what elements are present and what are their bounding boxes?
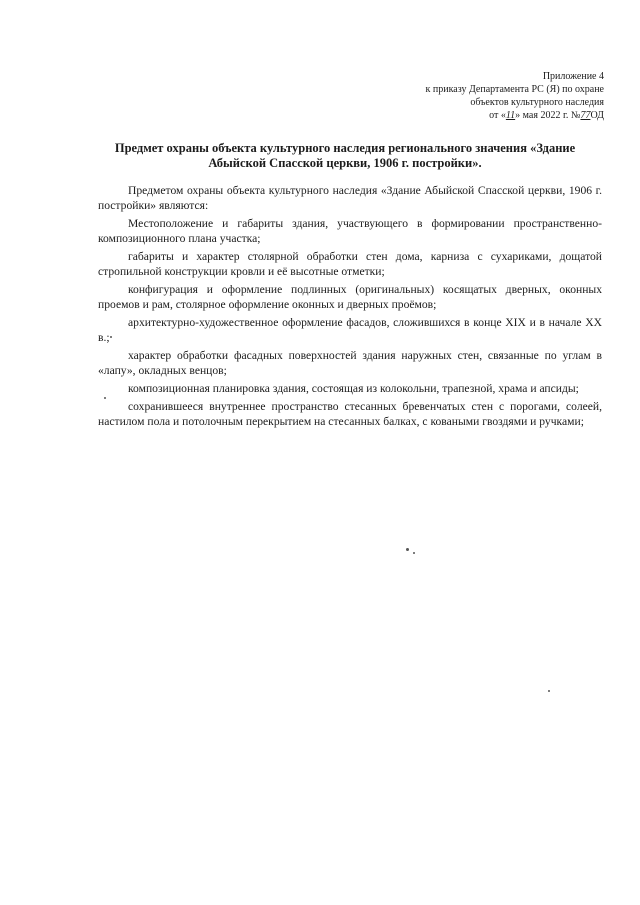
document-body	[98, 183, 602, 432]
document-title	[90, 141, 600, 171]
list-item: архитектурно-художественное оформление фасадов, сложившихся в конце XIX и в начале XX в.;	[98, 316, 602, 344]
title-line-1: Предмет охраны объекта культурного наследия регионального значения «Здание	[114, 141, 576, 155]
date-prefix: от «	[489, 110, 506, 121]
scan-speck	[104, 397, 106, 399]
scan-speck	[110, 336, 112, 338]
handwritten-day: 11	[505, 110, 516, 121]
appendix-number: Приложение 4	[542, 71, 604, 82]
date-suffix: ОД	[590, 110, 604, 121]
title-line-2: Абыйской Спасской церкви, 1906 г. постройки».	[208, 156, 482, 170]
list-item: габариты и характер столярной обработки стен дома, карниза с сухариками, дощатой стропильной конструкции кровли и её высотные отметки;	[98, 250, 602, 278]
appendix-order-ref: к приказу Департамента РС (Я) по охране	[425, 84, 604, 95]
date-middle: » мая 2022 г. №	[515, 110, 581, 121]
scan-speck	[413, 552, 415, 554]
list-item: сохранившееся внутреннее пространство стесанных бревенчатых стен с порогами, солеей, настилом пола и потолочным перекрытием на стесанных балках, с коваными гвоздями и ручками;	[98, 400, 602, 428]
list-item: конфигурация и оформление подлинных (оригинальных) косящатых дверных, оконных проемов и рам, столярное оформление оконных и дверных проёмов;	[98, 283, 602, 311]
handwritten-order-number: 77	[580, 110, 591, 121]
list-item: композиционная планировка здания, состоящая из колокольни, трапезной, храма и апсиды;	[128, 382, 579, 395]
intro-paragraph: Предметом охраны объекта культурного наследия «Здание Абыйской Спасской церкви, 1906 г. постройки» являются:	[98, 184, 602, 212]
list-item: Местоположение и габариты здания, участвующего в формировании пространственно-композиционного плана участка;	[98, 217, 602, 245]
list-item: характер обработки фасадных поверхностей здания наружных стен, связанные по углам в «лапу», окладных венцов;	[98, 349, 602, 377]
appendix-header	[364, 70, 604, 122]
scan-speck	[406, 548, 409, 551]
appendix-department: объектов культурного наследия	[470, 97, 604, 108]
scan-speck	[548, 690, 550, 692]
appendix-date-line	[364, 109, 604, 122]
